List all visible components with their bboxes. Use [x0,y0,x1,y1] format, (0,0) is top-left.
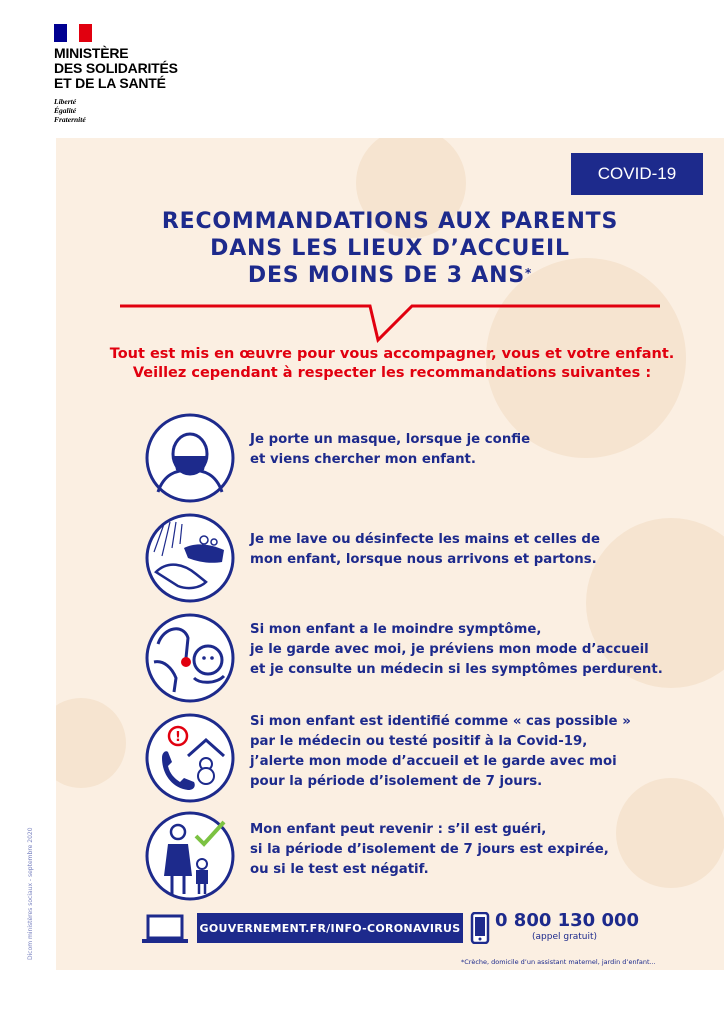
mask-icon [144,412,236,504]
title-line: RECOMMANDATIONS AUX PARENTS [161,209,619,234]
recommendation-line: et je consulte un médecin si les symptômes perdurent. [250,662,663,677]
recommendation-mask [144,412,704,502]
credit-line: Dicom ministères sociaux - septembre 2020 [27,827,34,960]
recommendation-line: ou si le test est négatif. [250,862,429,877]
recommendation-line: si la période d’isolement de 7 jours est expirée, [250,842,609,857]
intro-text [60,345,724,383]
phone-note: (appel gratuit) [532,932,598,942]
intro-line: Veillez cependant à respecter les recommandations suivantes : [132,365,652,381]
recommendation-line: Si mon enfant a le moindre symptôme, [250,622,542,637]
recommendation-line: Si mon enfant est identifié comme « cas possible » [250,714,631,729]
title-asterisk: * [525,266,533,280]
hand-wash-icon [144,512,236,604]
footnote: *Crèche, domicile d’un assistant maternel, jardin d’enfant... [461,958,656,966]
title-line: DES MOINS DE 3 ANS [247,263,525,288]
recommendation-line: je le garde avec moi, je préviens mon mode d’accueil [250,642,649,657]
recommendation-line: et viens chercher mon enfant. [250,452,476,467]
speech-bubble-line [120,300,660,350]
recommendation-line: Mon enfant peut revenir : s’il est guéri, [250,822,547,837]
recommendation-possible-case [144,712,704,802]
republic-motto [54,97,86,124]
ministry-line: ET DE LA SANTÉ [54,75,166,91]
covid-badge: COVID-19 [571,153,703,195]
motto-line: Fraternité [54,115,86,124]
intro-line: Tout est mis en œuvre pour vous accompagner, vous et votre enfant. [109,346,675,362]
recommendation-hand-wash [144,512,704,602]
recommendation-line: j’alerte mon mode d’accueil et le garde avec moi [250,754,617,769]
motto-line: Égalité [54,106,77,115]
ministry-name [54,46,178,91]
recommendation-symptom [144,612,704,702]
title-line: DANS LES LIEUX D’ACCUEIL [210,236,570,261]
recommendation-return [144,810,704,900]
phone-number[interactable]: 0 800 130 000 [495,910,640,931]
ministry-line: MINISTÈRE [54,45,129,61]
recommendation-line: pour la période d’isolement de 7 jours. [250,774,543,789]
motto-line: Liberté [54,97,77,106]
parent-child-check-icon [144,810,236,902]
recommendation-line: par le médecin ou testé positif à la Covid-19, [250,734,588,749]
republique-francaise-logo [54,24,92,42]
svg-text:!: ! [175,730,181,745]
stethoscope-baby-icon [144,612,236,704]
phone-alert-home-icon [144,712,236,804]
recommendation-line: mon enfant, lorsque nous arrivons et partons. [250,552,597,567]
laptop-icon [142,914,188,944]
info-coronavirus-link[interactable]: GOUVERNEMENT.FR/INFO-CORONAVIRUS [197,913,463,943]
recommendation-line: Je me lave ou désinfecte les mains et celles de [250,532,600,547]
recommendation-line: Je porte un masque, lorsque je confie [250,432,531,447]
ministry-line: DES SOLIDARITÉS [54,60,178,76]
page-title [100,208,680,289]
phone-icon [470,912,490,944]
virus-decoration [56,698,126,788]
